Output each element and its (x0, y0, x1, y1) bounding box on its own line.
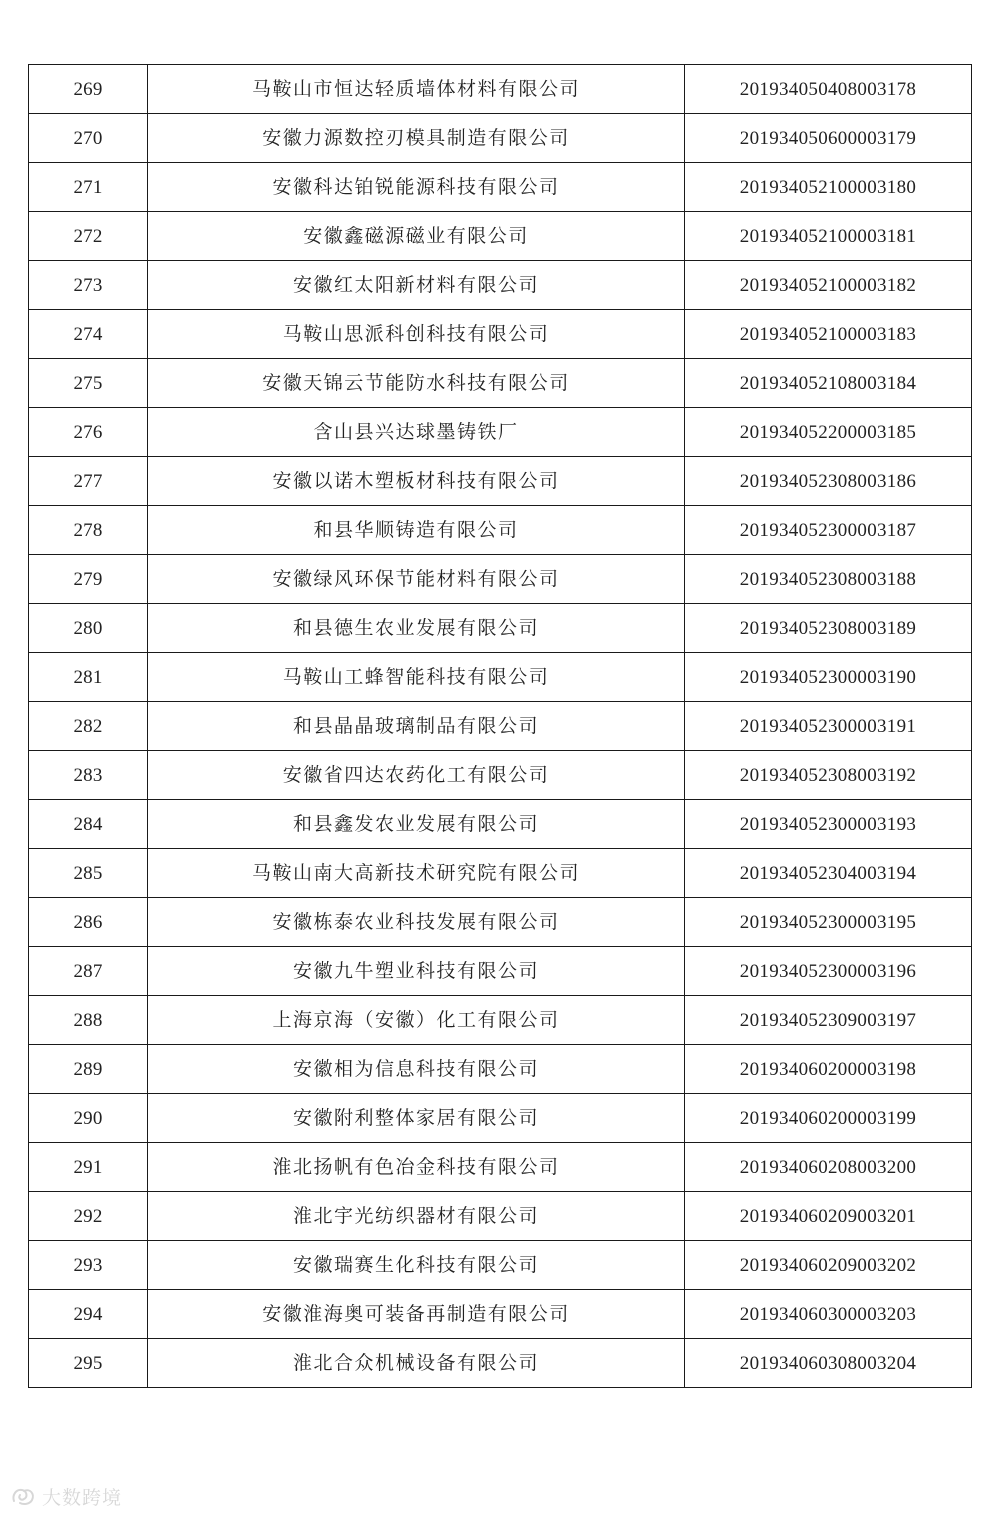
registration-code: 201934052308003188 (685, 555, 972, 604)
company-name: 和县华顺铸造有限公司 (148, 506, 685, 555)
company-name: 上海京海（安徽）化工有限公司 (148, 996, 685, 1045)
registration-code: 201934052300003187 (685, 506, 972, 555)
company-name: 马鞍山市恒达轻质墙体材料有限公司 (148, 65, 685, 114)
registration-code: 201934052100003183 (685, 310, 972, 359)
registration-code: 201934052308003189 (685, 604, 972, 653)
row-number: 287 (29, 947, 148, 996)
table-row (29, 653, 972, 702)
registration-code: 201934052300003193 (685, 800, 972, 849)
table-row (29, 65, 972, 114)
table-row (29, 261, 972, 310)
row-number: 291 (29, 1143, 148, 1192)
company-name: 安徽相为信息科技有限公司 (148, 1045, 685, 1094)
company-name: 和县晶晶玻璃制品有限公司 (148, 702, 685, 751)
row-number: 290 (29, 1094, 148, 1143)
table-row (29, 898, 972, 947)
row-number: 274 (29, 310, 148, 359)
row-number: 282 (29, 702, 148, 751)
table-row (29, 1192, 972, 1241)
registration-code: 201934060308003204 (685, 1339, 972, 1388)
registration-code: 201934052100003182 (685, 261, 972, 310)
table-body (29, 65, 972, 1388)
registration-code: 201934052200003185 (685, 408, 972, 457)
company-name: 安徽附利整体家居有限公司 (148, 1094, 685, 1143)
row-number: 288 (29, 996, 148, 1045)
registration-code: 201934060200003199 (685, 1094, 972, 1143)
company-name: 和县德生农业发展有限公司 (148, 604, 685, 653)
registration-code: 201934052300003191 (685, 702, 972, 751)
table-row (29, 555, 972, 604)
registration-code: 201934052308003192 (685, 751, 972, 800)
company-name: 和县鑫发农业发展有限公司 (148, 800, 685, 849)
row-number: 292 (29, 1192, 148, 1241)
registration-code: 201934052100003181 (685, 212, 972, 261)
company-name: 马鞍山南大高新技术研究院有限公司 (148, 849, 685, 898)
table-row (29, 408, 972, 457)
table-row (29, 506, 972, 555)
registration-code: 201934052300003195 (685, 898, 972, 947)
table-row (29, 1094, 972, 1143)
row-number: 293 (29, 1241, 148, 1290)
table-row (29, 457, 972, 506)
row-number: 275 (29, 359, 148, 408)
company-name: 安徽力源数控刃模具制造有限公司 (148, 114, 685, 163)
row-number: 279 (29, 555, 148, 604)
registration-code: 201934050408003178 (685, 65, 972, 114)
registration-code: 201934052304003194 (685, 849, 972, 898)
row-number: 295 (29, 1339, 148, 1388)
company-name: 安徽天锦云节能防水科技有限公司 (148, 359, 685, 408)
registration-code: 201934052100003180 (685, 163, 972, 212)
table-row (29, 1339, 972, 1388)
company-name: 安徽瑞赛生化科技有限公司 (148, 1241, 685, 1290)
registration-code: 201934060208003200 (685, 1143, 972, 1192)
table-row (29, 1143, 972, 1192)
table-row (29, 1290, 972, 1339)
registration-code: 201934060209003202 (685, 1241, 972, 1290)
table-row (29, 114, 972, 163)
company-name: 含山县兴达球墨铸铁厂 (148, 408, 685, 457)
row-number: 272 (29, 212, 148, 261)
table-row (29, 1045, 972, 1094)
table-row (29, 947, 972, 996)
registration-code: 201934060200003198 (685, 1045, 972, 1094)
table-row (29, 800, 972, 849)
registration-code: 201934050600003179 (685, 114, 972, 163)
registration-code: 201934052300003190 (685, 653, 972, 702)
row-number: 283 (29, 751, 148, 800)
registration-code: 201934052308003186 (685, 457, 972, 506)
table-row (29, 212, 972, 261)
row-number: 289 (29, 1045, 148, 1094)
row-number: 294 (29, 1290, 148, 1339)
company-name: 安徽淮海奥可装备再制造有限公司 (148, 1290, 685, 1339)
table-row (29, 751, 972, 800)
company-name: 淮北合众机械设备有限公司 (148, 1339, 685, 1388)
row-number: 280 (29, 604, 148, 653)
table-row (29, 1241, 972, 1290)
row-number: 271 (29, 163, 148, 212)
registration-code: 201934052108003184 (685, 359, 972, 408)
row-number: 278 (29, 506, 148, 555)
table-row (29, 849, 972, 898)
company-name: 安徽省四达农药化工有限公司 (148, 751, 685, 800)
company-name: 淮北扬帆有色冶金科技有限公司 (148, 1143, 685, 1192)
company-name: 安徽栋泰农业科技发展有限公司 (148, 898, 685, 947)
company-name: 安徽红太阳新材料有限公司 (148, 261, 685, 310)
table-row (29, 310, 972, 359)
brand-logo-icon (10, 1485, 36, 1507)
row-number: 276 (29, 408, 148, 457)
watermark-text: 大数跨境 (42, 1486, 123, 1509)
company-name: 马鞍山思派科创科技有限公司 (148, 310, 685, 359)
registration-code: 201934052300003196 (685, 947, 972, 996)
company-name: 安徽鑫磁源磁业有限公司 (148, 212, 685, 261)
company-name: 安徽科达铂锐能源科技有限公司 (148, 163, 685, 212)
row-number: 286 (29, 898, 148, 947)
company-name: 淮北宇光纺织器材有限公司 (148, 1192, 685, 1241)
watermark (10, 1482, 122, 1510)
company-name: 安徽绿风环保节能材料有限公司 (148, 555, 685, 604)
row-number: 281 (29, 653, 148, 702)
table-row (29, 604, 972, 653)
row-number: 277 (29, 457, 148, 506)
table-row (29, 359, 972, 408)
table-row (29, 996, 972, 1045)
table-row (29, 163, 972, 212)
row-number: 270 (29, 114, 148, 163)
company-name: 马鞍山工蜂智能科技有限公司 (148, 653, 685, 702)
registration-code: 201934052309003197 (685, 996, 972, 1045)
company-name: 安徽以诺木塑板材科技有限公司 (148, 457, 685, 506)
registration-code: 201934060209003201 (685, 1192, 972, 1241)
company-registry-table (28, 64, 972, 1388)
row-number: 269 (29, 65, 148, 114)
row-number: 284 (29, 800, 148, 849)
row-number: 273 (29, 261, 148, 310)
row-number: 285 (29, 849, 148, 898)
company-name: 安徽九牛塑业科技有限公司 (148, 947, 685, 996)
table-row (29, 702, 972, 751)
registration-code: 201934060300003203 (685, 1290, 972, 1339)
